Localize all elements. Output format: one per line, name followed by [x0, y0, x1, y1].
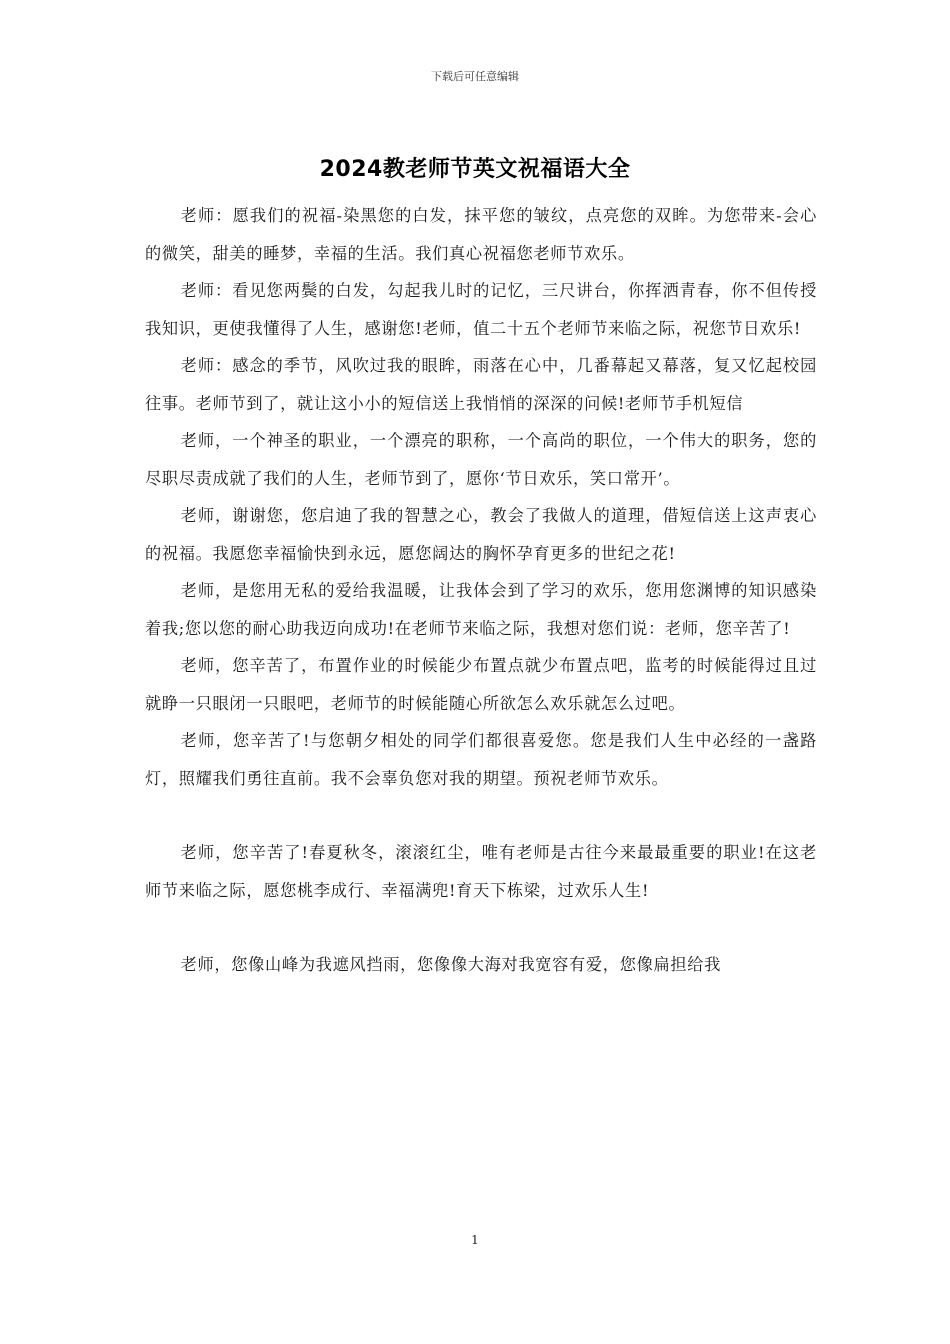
paragraph-1: 老师：愿我们的祝福-染黑您的白发，抹平您的皱纹，点亮您的双眸。为您带来-会心的微笑，甜美的睡梦，幸福的生活。我们真心祝福您老师节欢乐。: [145, 206, 817, 263]
paragraph-3: 老师：感念的季节，风吹过我的眼眸，雨落在心中，几番幕起又幕落，复又忆起校园往事。老师节到了，就让这小小的短信送上我悄悄的深深的问候!老师节手机短信: [145, 356, 817, 413]
paragraph-8: 老师，您辛苦了!与您朝夕相处的同学们都很喜爱您。您是我们人生中必经的一盏路灯，照耀我们勇往直前。我不会辜负您对我的期望。预祝老师节欢乐。: [145, 731, 817, 788]
paragraph-10: 老师，您像山峰为我遮风挡雨，您像像大海对我宽容有爱，您像扁担给我: [180, 955, 722, 974]
document-title: 2024教老师节英文祝福语大全: [319, 157, 631, 182]
header-note: 下载后可任意编辑: [431, 70, 519, 83]
paragraph-9: 老师，您辛苦了!春夏秋冬，滚滚红尘，唯有老师是古往今来最最重要的职业!在这老师节来临之际，愿您桃李成行、幸福满兜!育天下栋梁，过欢乐人生!: [145, 843, 817, 900]
paragraph-2: 老师：看见您两鬓的白发，勾起我儿时的记忆，三尺讲台，你挥洒青春，你不但传授我知识，更使我懂得了人生，感谢您!老师，值二十五个老师节来临之际，祝您节日欢乐!: [145, 281, 817, 338]
paragraph-4: 老师，一个神圣的职业，一个漂亮的职称，一个高尚的职位，一个伟大的职务，您的尽职尽责成就了我们的人生，老师节到了，愿你‘节日欢乐，笑口常开’。: [145, 431, 817, 488]
paragraph-7: 老师，您辛苦了，布置作业的时候能少布置点就少布置点吧，监考的时候能得过且过就睁一只眼闭一只眼吧，老师节的时候能随心所欲怎么欢乐就怎么过吧。: [145, 656, 817, 713]
paragraph-6: 老师，是您用无私的爱给我温暖，让我体会到了学习的欢乐，您用您渊博的知识感染着我;您以您的耐心助我迈向成功!在老师节来临之际，我想对您们说：老师，您辛苦了!: [145, 581, 817, 638]
paragraph-5: 老师，谢谢您，您启迪了我的智慧之心，教会了我做人的道理，借短信送上这声衷心的祝福。我愿您幸福愉快到永远，愿您阔达的胸怀孕育更多的世纪之花!: [145, 506, 817, 563]
page-number: 1: [471, 1233, 479, 1247]
document-body: [145, 197, 817, 984]
